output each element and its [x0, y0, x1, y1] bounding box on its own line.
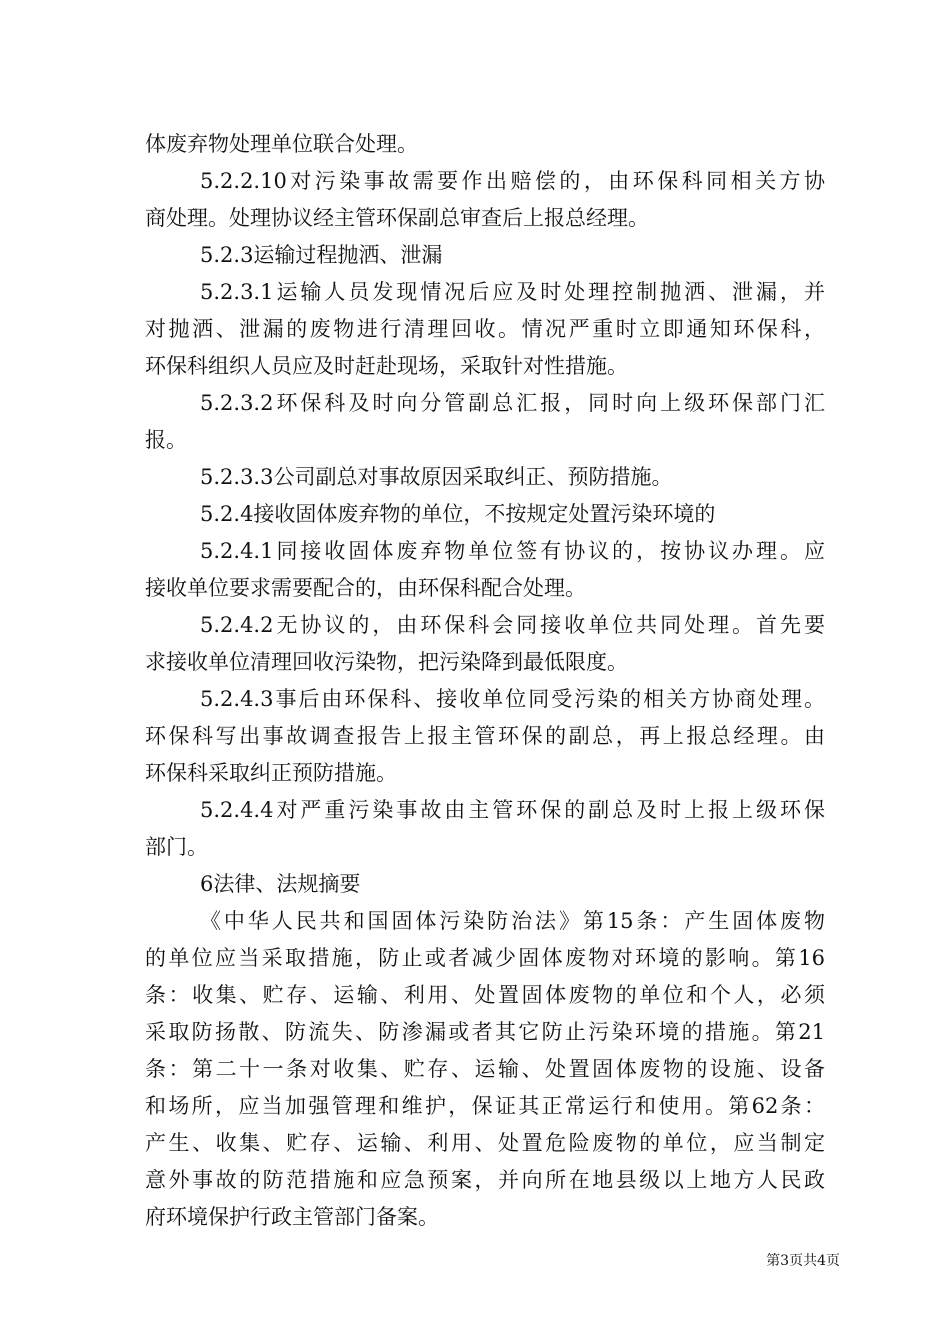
text-line: 5.2.4.4对严重污染事故由主管环保的副总及时上报上级环保 — [200, 798, 825, 822]
text-line: 接收单位要求需要配合的，由环保科配合处理。 — [145, 576, 586, 600]
section-heading: 5.2.4接收固体废弃物的单位，不按规定处置污染环境的 — [200, 502, 716, 526]
text-line: 5.2.4.1同接收固体废弃物单位签有协议的，按协议办理。应 — [200, 539, 825, 563]
text-line: 5.2.3.1运输人员发现情况后应及时处理控制抛洒、泄漏，并 — [200, 280, 825, 304]
text-line: 5.2.3.2环保科及时向分管副总汇报，同时向上级环保部门汇 — [200, 391, 825, 415]
text-line: 求接收单位清理回收污染物，把污染降到最低限度。 — [145, 650, 628, 674]
text-line: 5.2.4.3事后由环保科、接收单位同受污染的相关方协商处理。 — [200, 687, 825, 711]
section-heading: 5.2.3运输过程抛洒、泄漏 — [200, 243, 443, 267]
text-line: 商处理。处理协议经主管环保副总审查后上报总经理。 — [145, 206, 649, 230]
text-line: 对抛洒、泄漏的废物进行清理回收。情况严重时立即通知环保科， — [145, 317, 825, 341]
text-line: 《中华人民共和国固体污染防治法》第15条：产生固体废物 — [200, 909, 825, 933]
text-line: 5.2.4.2无协议的，由环保科会同接收单位共同处理。首先要 — [200, 613, 825, 637]
text-line: 环保科写出事故调查报告上报主管环保的副总，再上报总经理。由 — [145, 724, 825, 748]
text-line: 采取防扬散、防流失、防渗漏或者其它防止污染环境的措施。第21 — [145, 1020, 825, 1044]
text-line: 部门。 — [145, 835, 208, 859]
text-line: 府环境保护行政主管部门备案。 — [145, 1205, 439, 1229]
page-number: 第3页共4页 — [766, 1253, 840, 1269]
text-line: 的单位应当采取措施，防止或者减少固体废物对环境的影响。第16 — [145, 946, 825, 970]
section-heading: 6法律、法规摘要 — [200, 872, 361, 896]
text-line: 条：第二十一条对收集、贮存、运输、处置固体废物的设施、设备 — [145, 1057, 825, 1081]
text-line: 环保科组织人员应及时赶赴现场，采取针对性措施。 — [145, 354, 628, 378]
text-line: 条：收集、贮存、运输、利用、处置固体废物的单位和个人，必须 — [145, 983, 825, 1007]
text-line: 意外事故的防范措施和应急预案，并向所在地县级以上地方人民政 — [145, 1168, 825, 1192]
text-line: 环保科采取纠正预防措施。 — [145, 761, 397, 785]
text-line: 报。 — [145, 428, 187, 452]
text-line: 体废弃物处理单位联合处理。 — [145, 132, 418, 156]
text-line: 5.2.3.3公司副总对事故原因采取纠正、预防措施。 — [200, 465, 673, 489]
text-line: 和场所，应当加强管理和维护，保证其正常运行和使用。第62条： — [145, 1094, 825, 1118]
text-line: 5.2.2.10对污染事故需要作出赔偿的，由环保科同相关方协 — [200, 169, 825, 193]
text-line: 产生、收集、贮存、运输、利用、处置危险废物的单位，应当制定 — [145, 1131, 825, 1155]
